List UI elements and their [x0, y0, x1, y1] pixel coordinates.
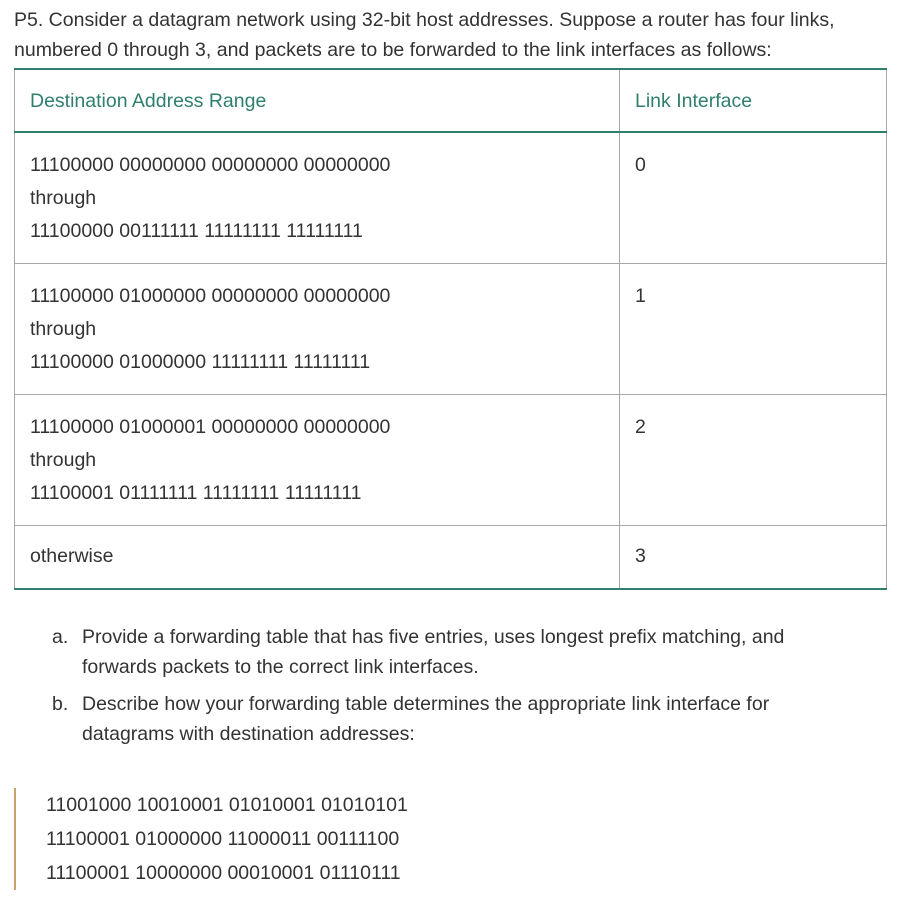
problem-intro-line-1: P5. Consider a datagram network using 32-bit host addresses. Suppose a router has four links, — [14, 9, 835, 31]
destination-address: 11001000 10010001 01010001 01010101 — [46, 794, 408, 816]
range-start: 11100000 00000000 00000000 00000000 — [30, 154, 391, 176]
link-cell: 2 — [620, 394, 887, 525]
question-a — [52, 622, 842, 682]
link-cell: 0 — [620, 132, 887, 263]
address-blockquote — [14, 788, 408, 890]
header-destination-range: Destination Address Range — [15, 69, 620, 132]
destination-address: 11100001 01000000 11000011 00111100 — [46, 828, 400, 850]
question-text-line: forwards packets to the correct link interfaces. — [82, 656, 479, 678]
problem-intro-line-2: numbered 0 through 3, and packets are to be forwarded to the link interfaces as follows: — [14, 39, 772, 61]
question-text-line: Describe how your forwarding table determines the appropriate link interface for — [82, 693, 770, 715]
range-end: 11100000 01000000 11111111 11111111 — [30, 350, 371, 373]
destination-address: 11100001 10000000 00010001 01110111 — [46, 862, 401, 884]
header-link-interface: Link Interface — [620, 69, 887, 132]
otherwise-cell: otherwise — [15, 525, 620, 589]
question-marker: b. — [52, 693, 69, 715]
question-b — [52, 689, 842, 749]
question-list — [52, 622, 842, 756]
range-cell — [15, 394, 620, 525]
forwarding-range-table — [14, 68, 887, 590]
table-row-otherwise — [15, 525, 887, 589]
link-cell: 3 — [620, 525, 887, 589]
question-text-line: datagrams with destination addresses: — [82, 723, 415, 745]
link-cell: 1 — [620, 263, 887, 394]
range-end: 11100000 00111111 11111111 11111111 — [30, 220, 363, 242]
problem-statement — [14, 5, 894, 65]
range-end: 11100001 01111111 11111111 11111111 — [30, 481, 362, 504]
range-through: through — [30, 448, 97, 471]
range-cell — [15, 132, 620, 263]
range-cell — [15, 263, 620, 394]
table-row — [15, 394, 887, 525]
question-text-line: Provide a forwarding table that has five entries, uses longest prefix matching, and — [82, 626, 785, 648]
range-start: 11100000 01000001 00000000 00000000 — [30, 415, 391, 438]
question-marker: a. — [52, 626, 69, 648]
table-header-row — [15, 69, 887, 132]
table-row — [15, 132, 887, 263]
table-row — [15, 263, 887, 394]
range-start: 11100000 01000000 00000000 00000000 — [30, 284, 391, 307]
range-through: through — [30, 187, 97, 209]
range-through: through — [30, 317, 97, 340]
